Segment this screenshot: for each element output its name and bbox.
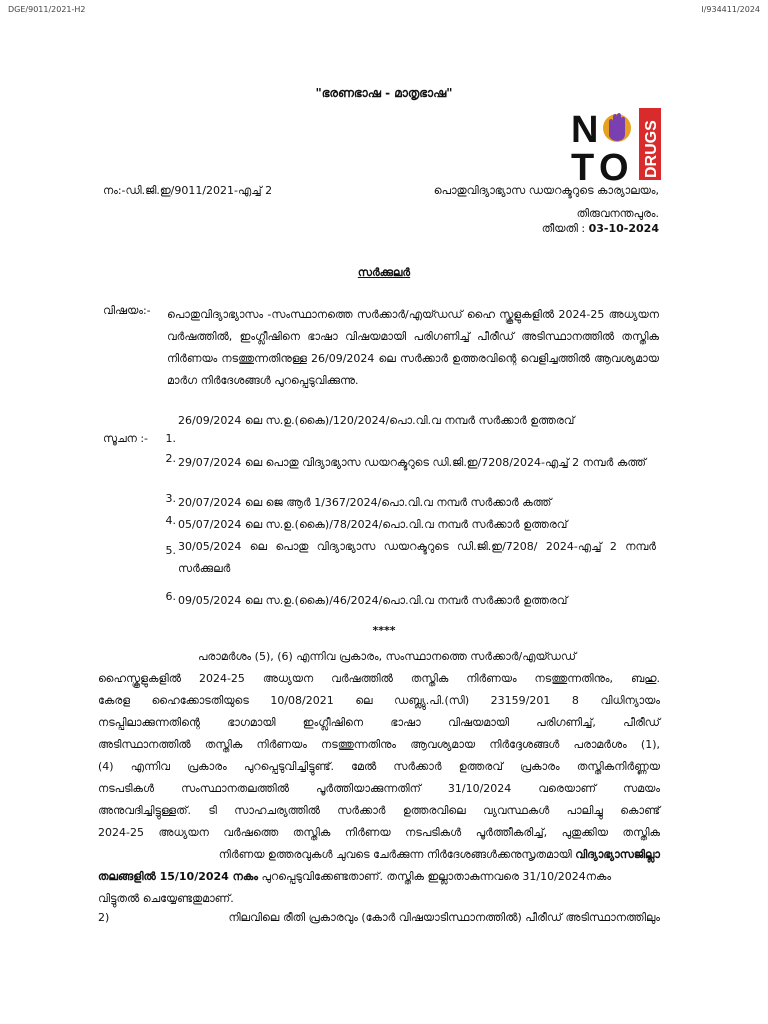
section-separator: **** — [372, 624, 396, 637]
body-line: നടപ്പിലാക്കുന്നതിന്റെ ഭാഗമായി ഇംഗ്ലീഷിനെ ഭാഷാ വിഷയമായി പരിഗണിച്ച്, പീരീഡ് — [98, 716, 660, 729]
no-to-drugs-logo — [571, 106, 665, 182]
subject-text: പൊതുവിദ്യാഭ്യാസം -സംസ്ഥാനത്തെ സർക്കാർ/എയ്ഡഡ് ഹൈ സ്കൂളുകളിൽ 2024-25 അധ്യയന വർഷത്തിൽ, ഇംഗ്ലീഷിനെ ഭാഷാ വിഷയമായി പരിഗണിച്ച് പീരീഡ് അടിസ്ഥാനത്തിൽ തസ്തിക നിർണയം നടത്തുന്നതിനുള്ള 26/09/2024 ലെ സർക്കാർ ഉത്തരവിന്റെ വെളിച്ചത്തിൽ ആവശ്യമായ മാർഗ നിർദേശങ്ങൾ പുറപ്പെടുവിക്കുന്നു. — [167, 308, 659, 387]
body-line: (4) എന്നിവ പ്രകാരം പുറപ്പെടുവിച്ചിട്ടുണ്ട്. മേൽ സർക്കാർ ഉത്തരവ് പ്രകാരം തസ്തികനിർണ്ണയ — [98, 760, 660, 773]
office-name: പൊതുവിദ്യാഭ്യാസ ഡയറക്ടറുടെ കാര്യാലയം, — [433, 184, 659, 197]
body-line: ഹൈസ്കൂളുകളിൽ 2024-25 അധ്യയന വർഷത്തിൽ തസ്തിക നിർണയം നടത്തുന്നതിനും, ബഹു. — [98, 672, 660, 685]
body-line: വിട്ടുതൽ ചെയ്യേണ്ടതുമാണ്. — [98, 892, 234, 905]
para2-number: 2) — [98, 911, 110, 924]
body-line: അനുവദിച്ചിട്ടുള്ളത്. ടി സാഹചര്യത്തിൽ സർക്കാർ ഉത്തരവിലെ വ്യവസ്ഥകൾ പാലിച്ചു കൊണ്ട് — [98, 804, 660, 817]
reference-number: നം:-ഡി.ജി.ഇ/9011/2021-എച്ച് 2 — [103, 184, 273, 197]
bold-deadline-text: വിദ്യാഭ്യാസജില്ലാ — [575, 848, 660, 861]
date-line — [403, 222, 659, 236]
body-line: തലങ്ങളിൽ 15/10/2024 നകം പുറപ്പെടുവിക്കേണ്ടതാണ്. തസ്തിക ഇല്ലാതാകുന്നവരെ 31/10/2024നകം — [98, 870, 612, 883]
subject-label: വിഷയം:- — [103, 304, 151, 317]
document-code-right: I/934411/2024 — [701, 5, 760, 14]
date-value: 03-10-2024 — [588, 222, 659, 235]
bold-deadline-date: തലങ്ങളിൽ 15/10/2024 നകം — [98, 870, 258, 883]
date-label: തീയതി : — [541, 222, 586, 235]
motto: "ഭരണഭാഷ - മാതൃഭാഷ" — [315, 86, 453, 100]
logo-side-text: DRUGS — [643, 120, 660, 178]
office-place: തിരുവനന്തപുരം. — [576, 207, 659, 220]
logo-letter-t: T — [571, 147, 595, 182]
body-line: കേരള ഹൈക്കോടതിയുടെ 10/08/2021 ലെ ഡബ്ല്യു.പി.(സി) 23159/201 8 വിധിന്യായം — [98, 694, 660, 707]
body-line: നിർണയ ഉത്തരവുകൾ ചുവടെ ചേർക്കുന്ന നിർദേശങ്ങൾക്കനുസൃതമായി വിദ്യാഭ്യാസജില്ലാ — [218, 848, 660, 861]
references-label: സൂചന :- — [103, 432, 148, 445]
logo-letter-o: O — [599, 147, 629, 182]
body-line: നടപടികൾ സംസ്ഥാനതലത്തിൽ പൂർത്തിയാക്കുന്നതിന് 31/10/2024 വരെയാണ് സമയം — [98, 782, 660, 795]
circular-title: സർക്കുലർ — [357, 266, 411, 279]
body-line: പരാമർശം (5), (6) എന്നിവ പ്രകാരം, സംസ്ഥാനത്തെ സർക്കാർ/എയ്ഡഡ് — [198, 650, 577, 663]
document-code-left: DGE/9011/2021-H2 — [8, 5, 86, 14]
body-paragraph — [98, 646, 660, 916]
body-line: 2024-25 അധ്യയന വർഷത്തെ തസ്തിക നിർണയ നടപടികൾ പൂർത്തീകരിച്ച്, പുതുക്കിയ തസ്തിക — [98, 826, 660, 839]
para2-text: നിലവിലെ രീതി പ്രകാരവും (കോർ വിഷയാടിസ്ഥാനത്തിൽ) പീരീഡ് അടിസ്ഥാനത്തിലും — [228, 911, 660, 924]
body-line: അടിസ്ഥാനത്തിൽ തസ്തിക നിർണയം നടത്തുന്നതിനും ആവശ്യമായ നിർദ്ദേശങ്ങൾ പരാമർശം (1), — [98, 738, 660, 751]
logo-hand-icon — [603, 113, 631, 142]
logo-letter-n: N — [571, 109, 599, 151]
